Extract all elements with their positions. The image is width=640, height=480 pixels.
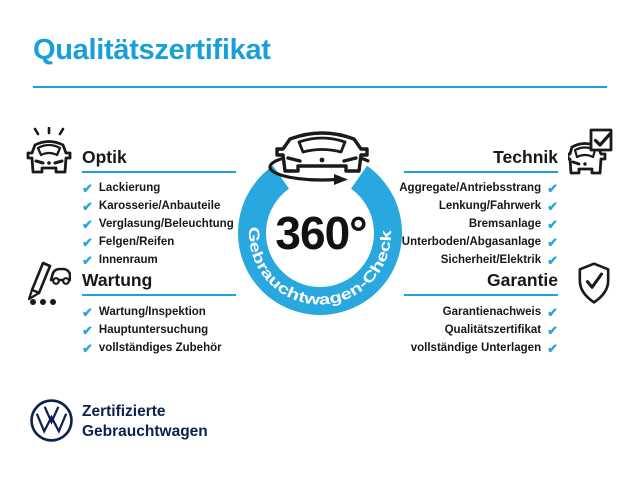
checklist-item <box>469 215 558 233</box>
check-icon: ✔ <box>547 216 558 232</box>
checklist-item <box>82 215 234 233</box>
check-icon: ✔ <box>547 322 558 338</box>
car-360-rotation-icon <box>270 133 369 185</box>
vw-logo <box>29 398 74 443</box>
checklist-item <box>443 303 558 321</box>
car-checkbox-icon <box>568 127 614 175</box>
checklist-item <box>82 303 206 321</box>
service-checklist-icon <box>25 258 71 306</box>
checklist-item-label: Lenkung/Fahrwerk <box>438 200 542 212</box>
checklist-item <box>441 251 558 269</box>
section-heading-technik: Technik <box>493 147 558 167</box>
checklist-item <box>411 339 558 357</box>
check-icon: ✔ <box>547 252 558 268</box>
checklist-item-label: Verglasung/Beleuchtung <box>98 218 234 230</box>
title-divider <box>33 86 607 88</box>
checklist-item <box>82 233 174 251</box>
section-divider-wartung <box>82 294 236 296</box>
section-heading-wartung: Wartung <box>82 270 153 290</box>
checklist-item-label: Felgen/Reifen <box>98 236 175 248</box>
checklist-item-label: Garantienachweis <box>442 306 542 318</box>
check-icon: ✔ <box>82 340 93 356</box>
degree-label: 360° <box>275 207 367 259</box>
check-icon: ✔ <box>547 234 558 250</box>
checklist-item <box>445 321 558 339</box>
checklist-item <box>82 321 208 339</box>
check-icon: ✔ <box>82 322 93 338</box>
check-icon: ✔ <box>82 216 93 232</box>
checklist-item <box>439 197 558 215</box>
check-icon: ✔ <box>82 304 93 320</box>
checklist-item-label: Lackierung <box>98 182 161 194</box>
checklist-item-label: Hauptuntersuchung <box>98 324 209 336</box>
section-heading-garantie: Garantie <box>487 270 558 290</box>
check-icon: ✔ <box>82 180 93 196</box>
checklist-item-label: Qualitätszertifikat <box>444 324 542 336</box>
check-icon: ✔ <box>82 198 93 214</box>
checklist-item-label: vollständige Unterlagen <box>410 342 542 354</box>
checklist-item-label: Innenraum <box>98 254 158 266</box>
section-heading-optik: Optik <box>82 147 127 167</box>
checklist-item <box>82 179 160 197</box>
check-icon: ✔ <box>547 180 558 196</box>
check-icon: ✔ <box>547 340 558 356</box>
car-shine-icon <box>26 127 72 175</box>
checklist-item-label: Sicherheit/Elektrik <box>440 254 542 266</box>
check-icon: ✔ <box>547 198 558 214</box>
checklist-item-label: vollständiges Zubehör <box>98 342 222 354</box>
brand-text <box>82 402 208 442</box>
check-icon: ✔ <box>547 304 558 320</box>
checklist-item-label: Wartung/Inspektion <box>98 306 206 318</box>
checklist-item-label: Aggregate/Antriebsstrang <box>399 182 542 194</box>
ring-label: Gebrauchtwagen-Check <box>244 226 396 309</box>
checklist-item-label: Karosserie/Anbauteile <box>98 200 221 212</box>
page-title: Qualitätszertifikat <box>33 34 271 66</box>
checklist-item <box>82 339 222 357</box>
check-icon: ✔ <box>82 234 93 250</box>
brand-line-1: Zertifizierte <box>82 403 166 420</box>
brand-line-2: Gebrauchtwagen <box>82 423 208 440</box>
checklist-item <box>82 197 220 215</box>
checklist-item-label: Unterboden/Abgasanlage <box>401 236 542 248</box>
checklist-item <box>82 251 158 269</box>
checklist-item-label: Bremsanlage <box>468 218 542 230</box>
check-icon: ✔ <box>82 252 93 268</box>
360-check-badge <box>220 105 430 325</box>
shield-check-icon <box>577 261 611 306</box>
section-divider-optik <box>82 171 236 173</box>
